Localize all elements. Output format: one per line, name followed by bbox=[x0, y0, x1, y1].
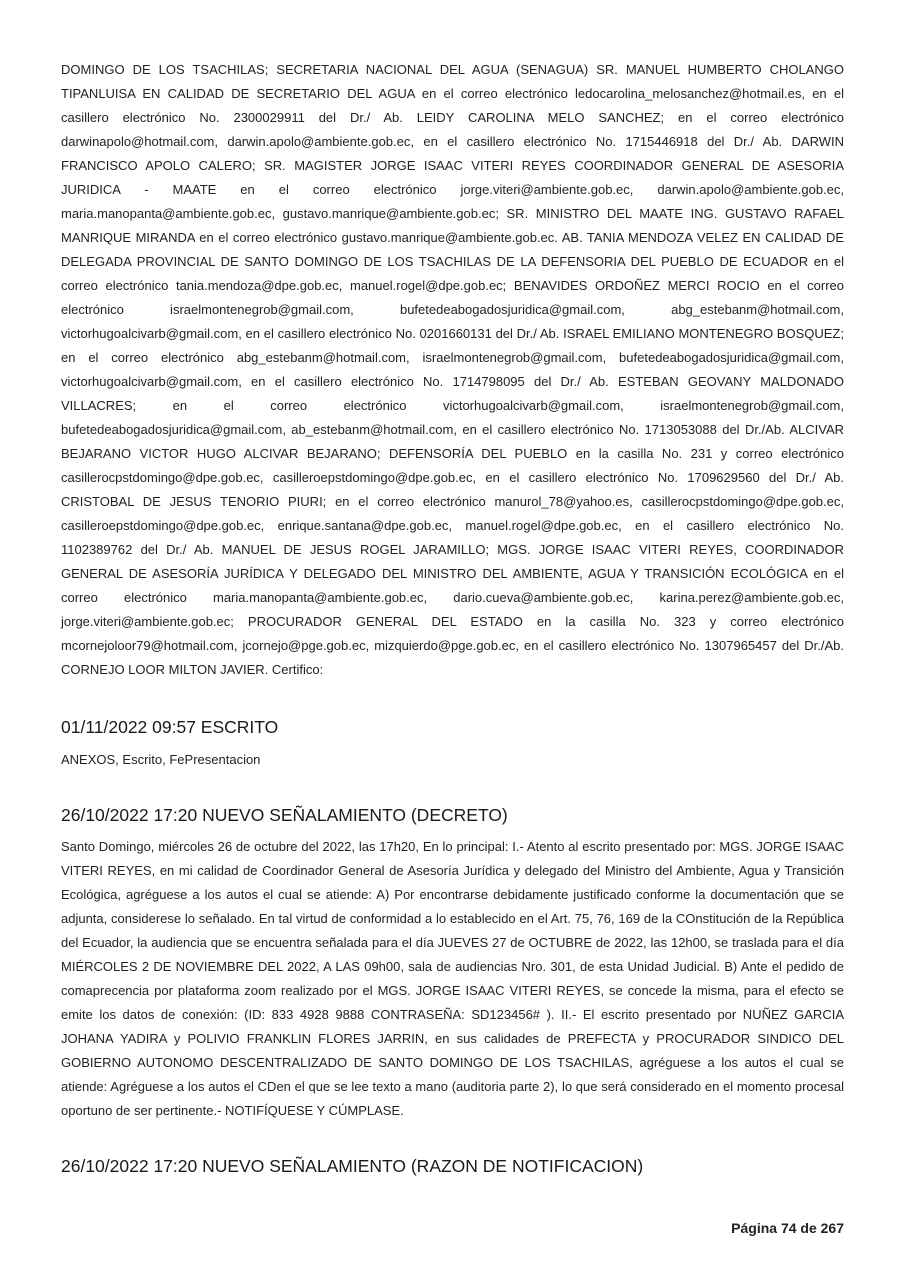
document-page bbox=[61, 58, 844, 1178]
entry-body-decreto: Santo Domingo, miércoles 26 de octubre del 2022, las 17h20, En lo principal: I.- Atento al escrito presentado por: MGS. JORGE ISAAC VITERI REYES, en mi calidad de Coordinador General de Asesoría Jurídica y delegado del Ministro del Ambiente, Agua y Transición Ecológica, agréguese a los autos el cual se atiende: A) Por encontrarse debidamente justificado conforme la documentación que se adjunta, considerese lo señalado. En tal virtud de conformidad a lo establecido en el Art. 75, 76, 169 de la COnstitución de la República del Ecuador, la audiencia que se encuentra señalada para el día JUEVES 27 de OCTUBRE de 2022, las 12h00, se traslada para el día MIÉRCOLES 2 DE NOVIEMBRE DEL 2022, A LAS 09h00, sala de audiencias Nro. 301, de esta Unidad Judicial. B) Ante el pedido de comaprecencia por plataforma zoom realizado por el MGS. JORGE ISAAC VITERI REYES, se concede la misma, para el efecto se emite los datos de conexión: (ID: 833 4928 9888 CONTRASEÑA: SD123456# ). II.- El escrito presentado por NUÑEZ GARCIA JOHANA YADIRA y POLIVIO FRANKLIN FLORES JARRIN, en sus calidades de PREFECTA y PROCURADOR SINDICO DEL GOBIERNO AUTONOMO DESCENTRALIZADO DE SANTO DOMINGO DE LOS TSACHILAS, agréguese a los autos el cual se atiende: Agréguese a los autos el CDen el que se lee texto a mano (auditoria parte 2), lo que será considerado en el momento procesal oportuno de ser pertinente.- NOTIFÍQUESE Y CÚMPLASE. bbox=[61, 839, 844, 1118]
entry-attachments: ANEXOS, Escrito, FePresentacion bbox=[61, 752, 261, 767]
intro-paragraph: DOMINGO DE LOS TSACHILAS; SECRETARIA NACIONAL DEL AGUA (SENAGUA) SR. MANUEL HUMBERTO CHOLANGO TIPANLUISA EN CALIDAD DE SECRETARIO DEL AGUA en el correo electrónico ledocarolina_melosanchez@hotmail.es, en el casillero electrónico No. 2300029911 del Dr./ Ab. LEIDY CAROLINA MELO SANCHEZ; en el correo electrónico darwinapolo@hotmail.com, darwin.apolo@ambiente.gob.ec, en el casillero electrónico No. 1715446918 del Dr./ Ab. DARWIN FRANCISCO APOLO CALERO; SR. MAGISTER JORGE ISAAC VITERI REYES COORDINADOR GENERAL DE ASESORIA JURIDICA - MAATE en el correo electrónico jorge.viteri@ambiente.gob.ec, darwin.apolo@ambiente.gob.ec, maria.manopanta@ambiente.gob.ec, gustavo.manrique@ambiente.gob.ec; SR. MINISTRO DEL MAATE ING. GUSTAVO RAFAEL MANRIQUE MIRANDA en el correo electrónico gustavo.manrique@ambiente.gob.ec. AB. TANIA MENDOZA VELEZ EN CALIDAD DE DELEGADA PROVINCIAL DE SANTO DOMINGO DE LOS TSACHILAS DE LA DEFENSORIA DEL PUEBLO DE ECUADOR en el correo electrónico tania.mendoza@dpe.gob.ec, manuel.rogel@dpe.gob.ec; BENAVIDES ORDOÑEZ MERCI ROCIO en el correo electrónico israelmontenegrob@gmail.com, bufetedeabogadosjuridica@gmail.com, abg_estebanm@hotmail.com, victorhugoalcivarb@gmail.com, en el casillero electrónico No. 0201660131 del Dr./ Ab. ISRAEL EMILIANO MONTENEGRO BOSQUEZ; en el correo electrónico abg_estebanm@hotmail.com, israelmontenegrob@gmail.com, bufetedeabogadosjuridica@gmail.com, victorhugoalcivarb@gmail.com, en el casillero electrónico No. 1714798095 del Dr./ Ab. ESTEBAN GEOVANY MALDONADO VILLACRES; en el correo electrónico victorhugoalcivarb@gmail.com, israelmontenegrob@gmail.com, bufetedeabogadosjuridica@gmail.com, ab_estebanm@hotmail.com, en el casillero electrónico No. 1713053088 del Dr./Ab. ALCIVAR BEJARANO VICTOR HUGO ALCIVAR BEJARANO; DEFENSORÍA DEL PUEBLO en la casilla No. 231 y correo electrónico casillerocpstdomingo@dpe.gob.ec, casilleroepstdomingo@dpe.gob.ec, en el casillero electrónico No. 1709629560 del Dr./ Ab. CRISTOBAL DE JESUS TENORIO PIURI; en el correo electrónico manurol_78@yahoo.es, casillerocpstdomingo@dpe.gob.ec, casilleroepstdomingo@dpe.gob.ec, enrique.santana@dpe.gob.ec, manuel.rogel@dpe.gob.ec, en el casillero electrónico No. 1102389762 del Dr./ Ab. MANUEL DE JESUS ROGEL JARAMILLO; MGS. JORGE ISAAC VITERI REYES, COORDINADOR GENERAL DE ASESORÍA JURÍDICA Y DELEGADO DEL MINISTRO DEL AMBIENTE, AGUA Y TRANSICIÓN ECOLÓGICA en el correo electrónico maria.manopanta@ambiente.gob.ec, dario.cueva@ambiente.gob.ec, karina.perez@ambiente.gob.ec, jorge.viteri@ambiente.gob.ec; PROCURADOR GENERAL DEL ESTADO en la casilla No. 323 y correo electrónico mcornejoloor79@hotmail.com, jcornejo@pge.gob.ec, mizquierdo@pge.gob.ec, en el casillero electrónico No. 1307965457 del Dr./Ab. CORNEJO LOOR MILTON JAVIER. Certifico: bbox=[61, 62, 844, 677]
page-number: Página 74 de 267 bbox=[731, 1220, 844, 1236]
entry-heading-decreto: 26/10/2022 17:20 NUEVO SEÑALAMIENTO (DECRETO) bbox=[61, 805, 508, 825]
entry-heading-escrito: 01/11/2022 09:57 ESCRITO bbox=[61, 717, 279, 737]
entry-heading-razon: 26/10/2022 17:20 NUEVO SEÑALAMIENTO (RAZON DE NOTIFICACION) bbox=[61, 1156, 644, 1176]
